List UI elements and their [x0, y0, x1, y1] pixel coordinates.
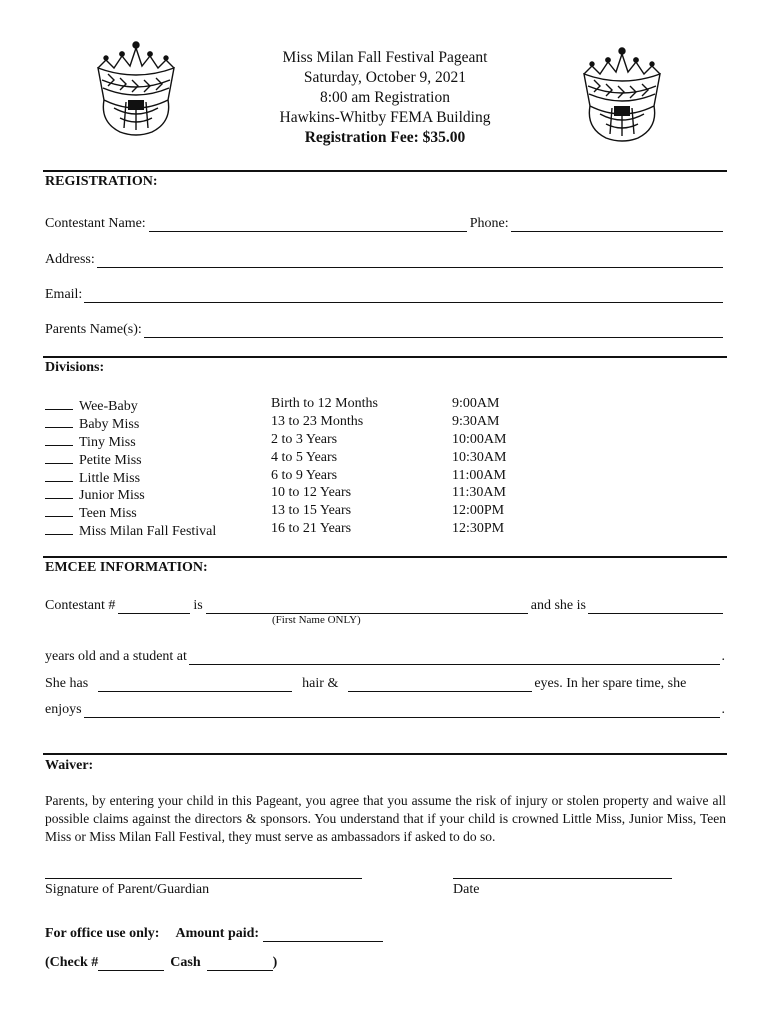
- phone-label: Phone:: [469, 216, 509, 231]
- phone-field[interactable]: [511, 218, 723, 232]
- division-time: 9:30AM: [452, 414, 500, 429]
- enjoys-row: [45, 700, 725, 718]
- amount-paid-label: Amount paid:: [175, 926, 260, 941]
- division-name: Little Miss: [79, 471, 141, 486]
- division-row: [45, 485, 145, 503]
- division-checkbox-blank[interactable]: [45, 468, 73, 482]
- division-age: 6 to 9 Years: [271, 468, 338, 483]
- header-location: Hawkins-Whitby FEMA Building: [279, 109, 491, 126]
- division-checkbox-blank[interactable]: [45, 485, 73, 499]
- office-use-row: [45, 926, 383, 942]
- contestant-number-label: Contestant #: [45, 598, 116, 613]
- waiver-heading: Waiver:: [45, 758, 94, 773]
- address-row: [45, 250, 725, 268]
- first-name-field[interactable]: [206, 600, 528, 614]
- division-name: Wee-Baby: [79, 399, 138, 414]
- waiver-text: Parents, by entering your child in this Pageant, you agree that you assume the risk of injury or stolen property and waive all possible claims against the directors & sponsors. You understand that if your child is crowned Little Miss, Junior Miss, Teen Miss or Miss Milan Fall Festival, they must serve as ambassadors if asked to do so.: [45, 793, 726, 844]
- first-name-note: (First Name ONLY): [272, 614, 361, 626]
- address-field[interactable]: [97, 254, 723, 268]
- emcee-contestant-row: [45, 596, 725, 614]
- division-time: 10:00AM: [452, 432, 507, 447]
- pageant-header: [0, 48, 770, 148]
- division-age: 13 to 15 Years: [271, 503, 352, 518]
- division-name: Teen Miss: [79, 506, 137, 521]
- division-time: 11:30AM: [452, 485, 506, 500]
- division-row: [45, 521, 216, 539]
- school-field[interactable]: [189, 651, 720, 665]
- divider-rule: [43, 753, 727, 755]
- header-fee: Registration Fee: $35.00: [304, 129, 466, 146]
- division-row: [45, 450, 142, 468]
- division-age: 10 to 12 Years: [271, 485, 352, 500]
- division-time: 12:00PM: [452, 503, 505, 518]
- contestant-phone-row: [45, 214, 725, 232]
- parents-label: Parents Name(s):: [45, 322, 142, 337]
- division-row: [45, 414, 139, 432]
- school-row: [45, 647, 725, 665]
- enjoys-field[interactable]: [84, 704, 720, 718]
- is-label: is: [193, 598, 203, 613]
- she-has-label: She has: [45, 676, 89, 691]
- header-registration-time: 8:00 am Registration: [319, 89, 450, 106]
- amount-paid-field[interactable]: [263, 928, 383, 942]
- division-checkbox-blank[interactable]: [45, 414, 73, 428]
- age-field[interactable]: [588, 600, 723, 614]
- division-checkbox-blank[interactable]: [45, 521, 73, 535]
- emcee-heading: EMCEE INFORMATION:: [45, 560, 208, 575]
- years-old-label: years old and a student at: [45, 649, 187, 664]
- office-use-label: For office use only:: [45, 926, 160, 941]
- period-mark: .: [721, 702, 725, 717]
- date-field[interactable]: [453, 878, 672, 879]
- and-she-is-label: and she is: [530, 598, 586, 613]
- divisions-heading: Divisions:: [45, 360, 105, 375]
- division-name: Tiny Miss: [79, 435, 136, 450]
- division-age: 16 to 21 Years: [271, 521, 352, 536]
- division-checkbox-blank[interactable]: [45, 432, 73, 446]
- contestant-name-field[interactable]: [149, 218, 467, 232]
- divider-rule: [43, 556, 727, 558]
- division-time: 9:00AM: [452, 396, 500, 411]
- parents-field[interactable]: [144, 324, 723, 338]
- email-field[interactable]: [84, 289, 723, 303]
- header-date: Saturday, October 9, 2021: [303, 69, 467, 86]
- division-name: Baby Miss: [79, 417, 140, 432]
- division-age: 13 to 23 Months: [271, 414, 364, 429]
- contestant-number-field[interactable]: [118, 600, 190, 614]
- hair-label: hair &: [302, 676, 339, 691]
- signature-label: Signature of Parent/Guardian: [45, 882, 210, 897]
- division-age: 2 to 3 Years: [271, 432, 338, 447]
- division-row: [45, 396, 138, 414]
- check-number-field[interactable]: [98, 957, 164, 971]
- address-label: Address:: [45, 252, 95, 267]
- date-label: Date: [453, 882, 480, 897]
- division-checkbox-blank[interactable]: [45, 396, 73, 410]
- division-name: Petite Miss: [79, 453, 142, 468]
- check-label: (Check #: [45, 955, 99, 970]
- cash-label: Cash: [170, 955, 201, 970]
- cash-field[interactable]: [207, 957, 273, 971]
- division-row: [45, 468, 140, 486]
- period-mark: .: [721, 649, 725, 664]
- parents-row: [45, 320, 725, 338]
- close-paren: ): [272, 955, 278, 970]
- signature-field[interactable]: [45, 878, 362, 879]
- division-time: 12:30PM: [452, 521, 505, 536]
- eyes-field[interactable]: [348, 678, 532, 692]
- division-checkbox-blank[interactable]: [45, 450, 73, 464]
- enjoys-label: enjoys: [45, 702, 82, 717]
- header-title: Miss Milan Fall Festival Pageant: [282, 49, 488, 66]
- eyes-label: eyes. In her spare time, she: [534, 676, 687, 691]
- division-row: [45, 503, 137, 521]
- payment-method-row: [45, 955, 277, 971]
- division-name: Junior Miss: [79, 488, 145, 503]
- registration-heading: REGISTRATION:: [45, 174, 158, 189]
- division-time: 10:30AM: [452, 450, 507, 465]
- email-label: Email:: [45, 287, 83, 302]
- divider-rule: [43, 170, 727, 172]
- division-age: 4 to 5 Years: [271, 450, 338, 465]
- division-name: Miss Milan Fall Festival: [79, 524, 217, 539]
- hair-eyes-row: [45, 674, 725, 692]
- email-row: [45, 285, 725, 303]
- contestant-name-label: Contestant Name:: [45, 216, 146, 231]
- divider-rule: [43, 356, 727, 358]
- hair-field[interactable]: [98, 678, 292, 692]
- division-age: Birth to 12 Months: [271, 396, 378, 411]
- division-checkbox-blank[interactable]: [45, 503, 73, 517]
- division-row: [45, 432, 136, 450]
- division-time: 11:00AM: [452, 468, 506, 483]
